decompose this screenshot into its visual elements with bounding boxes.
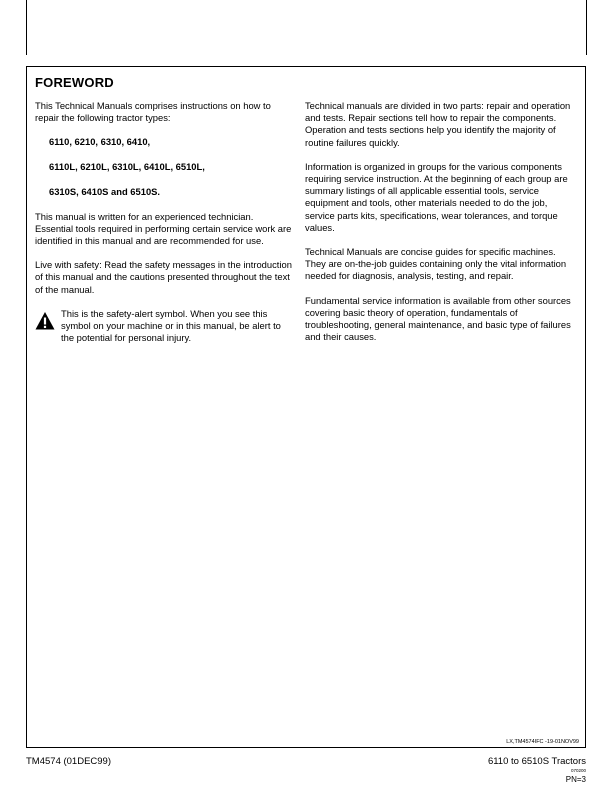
tractor-model-list (35, 136, 293, 198)
footer-manual-id: TM4574 (01DEC99) (26, 756, 112, 767)
page-heading: FOREWORD (35, 75, 114, 90)
safety-alert-block (35, 308, 293, 357)
organization-paragraph: Information is organized in groups for the various components requiring service instruction. At the beginning of each group are summary listings of all applicable essential tools, service equipment and tools, other materials needed to do the job, service parts kits, specifications, wear tolerances, and torque values. (305, 160, 568, 233)
foreword-frame (26, 66, 586, 748)
model-line: 6110, 6210, 6310, 6410, (49, 136, 151, 148)
safety-paragraph: Live with safety: Read the safety messages in the introduction of this manual and the cautions presented throughout the text of the manual. (35, 259, 292, 295)
document-code: LX,TM4574IFC -19-01NOV99 (506, 739, 579, 745)
safety-alert-text: This is the safety-alert symbol. When you see this symbol on your machine or in this manual, be alert to the potential for personal injury. (61, 307, 281, 344)
fundamentals-paragraph: Fundamental service information is available from other sources covering basic theory of operation, fundamentals of troubleshooting, general maintenance, and basic type of failures and their causes. (305, 294, 571, 343)
page-number: PN=3 (565, 775, 586, 784)
right-column (305, 100, 573, 355)
intro-paragraph: This Technical Manuals comprises instructions on how to repair the following tractor types: (35, 100, 271, 124)
footer-title: 6110 to 6510S Tractors (487, 756, 586, 767)
model-line: 6310S, 6410S and 6510S. (49, 185, 161, 197)
page-top-right-rule (586, 0, 587, 55)
model-line: 6110L, 6210L, 6310L, 6410L, 6510L, (49, 161, 205, 173)
concise-guides-paragraph: Technical Manuals are concise guides for specific machines. They are on-the-job guides containing only the vital information needed for diagnosis, analysis, testing, and repair. (305, 246, 567, 282)
safety-alert-icon (35, 311, 55, 331)
audience-paragraph: This manual is written for an experienced technician. Essential tools required in performing certain service work are identified in this manual and are recommended for use. (35, 210, 292, 246)
page-top-left-rule (26, 0, 27, 55)
footer-date-code: 070200 (570, 768, 586, 773)
manual-parts-paragraph: Technical manuals are divided in two parts: repair and operation and tests. Repair sections tell how to repair the components. Operation and tests sections help you identify the majority of routine failures quickly. (305, 100, 571, 148)
left-column (35, 100, 293, 356)
